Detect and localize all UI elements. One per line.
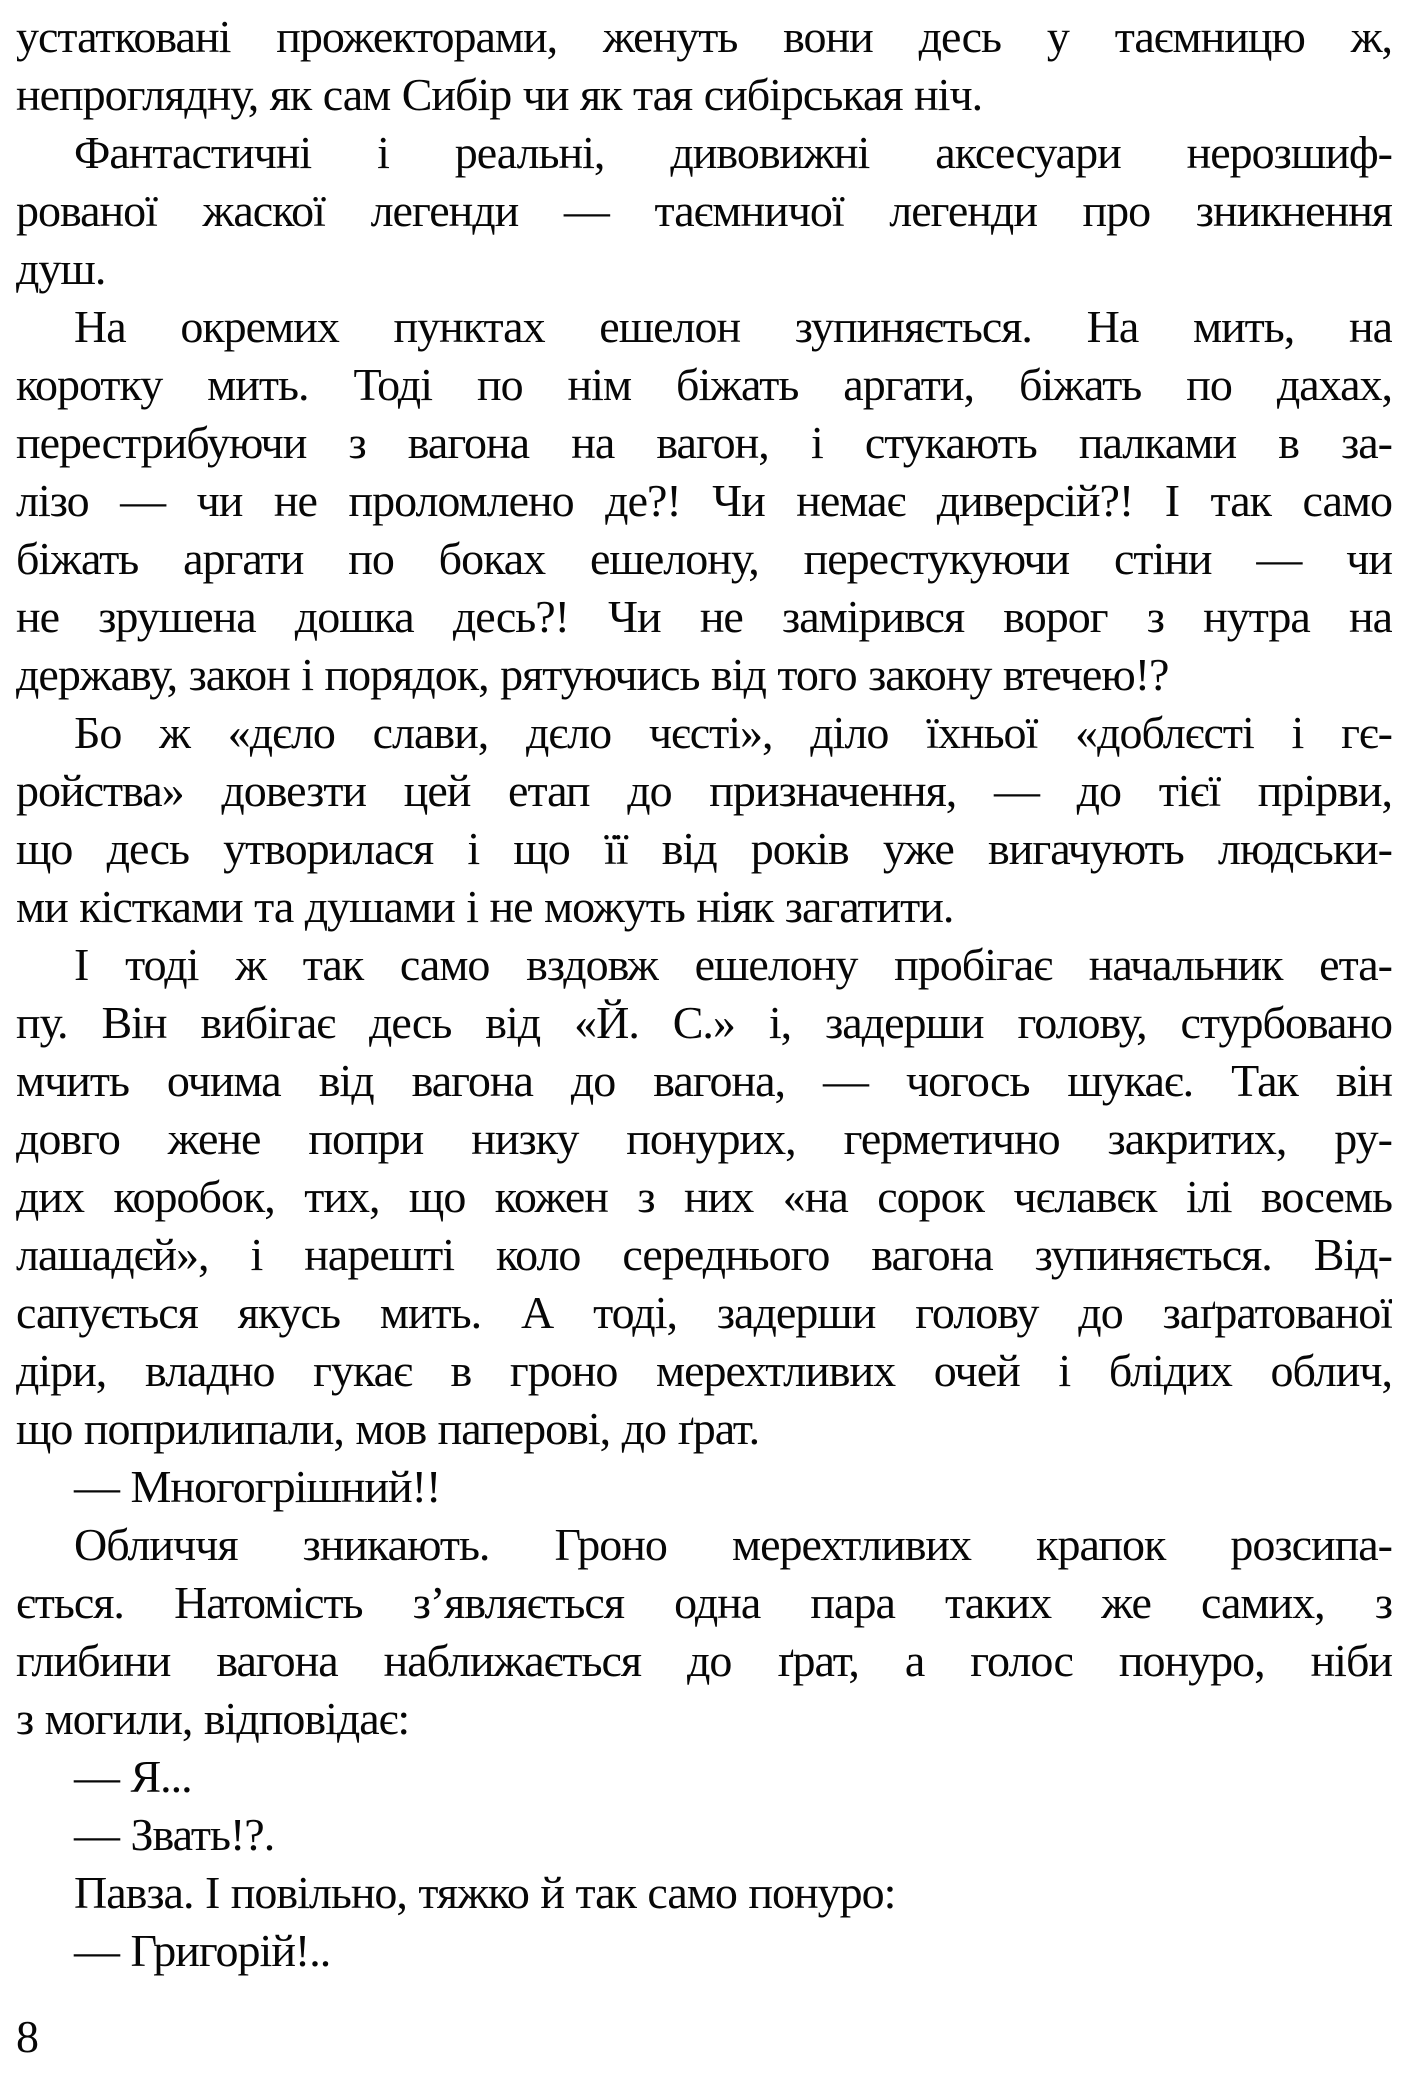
paragraph bbox=[16, 1806, 1392, 1864]
text-line: довго жене попри низку понурих, герметично закритих, ру- bbox=[16, 1113, 1392, 1164]
text-line: діри, владно гукає в гроно мерехтливих очей і блідих облич, bbox=[16, 1345, 1392, 1396]
text-line: Обличчя зникають. Гроно мерехтливих крапок розсипа- bbox=[74, 1519, 1392, 1570]
text-line: Бо ж «дєло слави, дєло чєсті», діло їхньої «доблєсті і гє- bbox=[74, 707, 1392, 758]
text-line: лашадєй», і нарешті коло середнього вагона зупиняється. Від- bbox=[16, 1229, 1392, 1280]
text-line: устатковані прожекторами, женуть вони десь у таємницю ж, bbox=[16, 11, 1392, 62]
text-line: — Звать!?. bbox=[74, 1809, 275, 1860]
text-line: непроглядну, як сам Сибір чи як тая сибірськая ніч. bbox=[16, 69, 983, 120]
text-line: — Григорій!.. bbox=[74, 1925, 331, 1976]
text-line: На окремих пунктах ешелон зупиняється. На мить, на bbox=[74, 301, 1392, 352]
paragraph bbox=[16, 1922, 1392, 1980]
text-line: Фантастичні і реальні, дивовижні аксесуари нерозшиф- bbox=[74, 127, 1392, 178]
text-line: Павза. І повільно, тяжко й так само понуро: bbox=[74, 1867, 896, 1918]
text-line: пу. Він вибігає десь від «Й. С.» і, задерши голову, стурбовано bbox=[16, 997, 1392, 1048]
text-line: не зрушена дошка десь?! Чи не замірився ворог з нутра на bbox=[16, 591, 1392, 642]
text-line: сапується якусь мить. А тоді, задерши голову до заґратованої bbox=[16, 1287, 1392, 1338]
text-line: перестрибуючи з вагона на вагон, і стукають палками в за- bbox=[16, 417, 1392, 468]
paragraph bbox=[16, 1458, 1392, 1516]
text-line: коротку мить. Тоді по нім біжать аргати, біжать по дахах, bbox=[16, 359, 1392, 410]
text-line: дих коробок, тих, що кожен з них «на сорок чєлавєк ілі восемь bbox=[16, 1171, 1392, 1222]
text-line: що поприлипали, мов паперові, до ґрат. bbox=[16, 1403, 760, 1454]
paragraph bbox=[16, 1748, 1392, 1806]
text-line: — Многогрішний!! bbox=[74, 1461, 441, 1512]
paragraph bbox=[16, 298, 1392, 704]
text-line: державу, закон і порядок, рятуючись від того закону втечею!? bbox=[16, 649, 1169, 700]
text-line: ється. Натомість з’являється одна пара таких же самих, з bbox=[16, 1577, 1392, 1628]
text-line: лізо — чи не проломлено де?! Чи немає диверсій?! І так само bbox=[16, 475, 1392, 526]
text-line: біжать аргати по боках ешелону, перестукуючи стіни — чи bbox=[16, 533, 1392, 584]
paragraph bbox=[16, 1516, 1392, 1748]
paragraph bbox=[16, 1864, 1392, 1922]
paragraph bbox=[16, 8, 1392, 124]
text-line: душ. bbox=[16, 243, 106, 294]
text-line: що десь утворилася і що її від років уже вигачують людськи- bbox=[16, 823, 1392, 874]
text-line: мчить очима від вагона до вагона, — чогось шукає. Так він bbox=[16, 1055, 1392, 1106]
text-line: глибини вагона наближається до ґрат, а голос понуро, ніби bbox=[16, 1635, 1392, 1686]
paragraph bbox=[16, 704, 1392, 936]
page-number: 8 bbox=[16, 2011, 39, 2062]
paragraph bbox=[16, 936, 1392, 1458]
text-line: ройства» довезти цей етап до призначення, — до тієї прірви, bbox=[16, 765, 1392, 816]
text-line: — Я... bbox=[74, 1751, 192, 1802]
text-line: І тоді ж так само вздовж ешелону пробігає начальник ета- bbox=[74, 939, 1392, 990]
text-line: рованої жаскої легенди — таємничої легенди про зникнення bbox=[16, 185, 1392, 236]
paragraph bbox=[16, 124, 1392, 298]
text-line: ми кістками та душами і не можуть ніяк загатити. bbox=[16, 881, 954, 932]
text-line: з могили, відповідає: bbox=[16, 1693, 410, 1744]
